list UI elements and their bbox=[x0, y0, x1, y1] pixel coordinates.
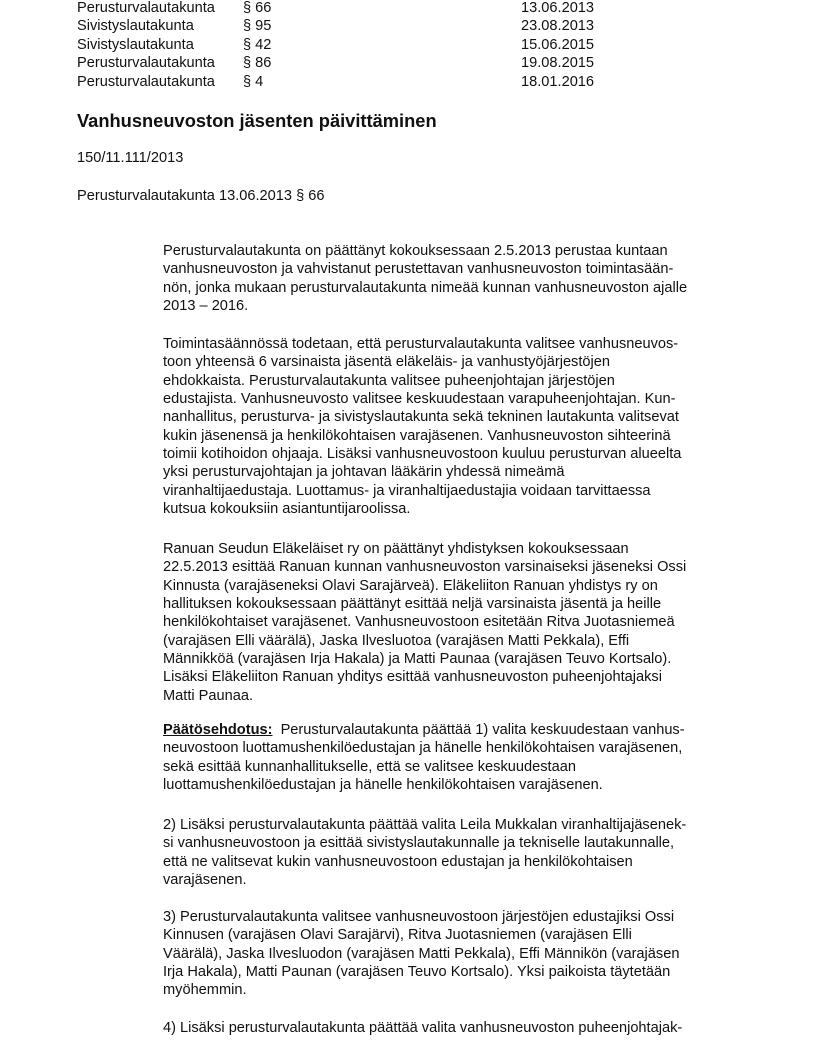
table-row bbox=[0, 17, 816, 35]
table-row bbox=[0, 0, 816, 17]
section-title: Vanhusneuvoston jäsenten päivittäminen bbox=[77, 110, 437, 131]
board: Perusturvalautakunta bbox=[77, 73, 215, 90]
text-line: yksi perusturvajohtajan ja johtavan lääkärin yhdessä nimeämä bbox=[163, 464, 565, 481]
text-line: ehdokkaista. Perusturvalautakunta valitsee puheenjohtajan järjestöjen bbox=[163, 372, 615, 389]
text-line: vanhusneuvoston ja vahvistanut perustettavan vanhusneuvoston toimintasään- bbox=[163, 261, 674, 278]
text-line: myöhemmin. bbox=[163, 982, 247, 999]
text-line: nön, jonka mukaan perusturvalautakunta nimeää kunnan vanhusneuvoston ajalle bbox=[163, 279, 688, 296]
text-line: toimii kotihoidon ohjaaja. Lisäksi vanhusneuvostoon kuuluu perusturvan alueelta bbox=[163, 446, 682, 463]
text-line: kutsua kokouksiin asiantuntijaroolissa. bbox=[163, 501, 411, 518]
board: Perusturvalautakunta bbox=[77, 55, 215, 71]
record-id: 150/11.111/2013 bbox=[77, 150, 184, 166]
board: Sivistyslautakunta bbox=[77, 18, 194, 34]
board: Perusturvalautakunta bbox=[77, 0, 215, 16]
proposal-label: Päätösehdotus: bbox=[163, 722, 273, 738]
section: § 66 bbox=[243, 0, 272, 16]
date: 15.06.2015 bbox=[521, 36, 595, 53]
text-line: Lisäksi Eläkeliiton Ranuan yhditys esittää vanhusneuvoston puheenjohtajaksi bbox=[163, 669, 662, 686]
text-line: (varajäsen Elli väärälä), Jaska Ilvesluotoa (varajäsen Matti Pekkala), Effi bbox=[163, 632, 630, 649]
text-line: nanhallitus, perusturva- ja sivistyslautakunta sekä tekninen lautakunta valitsevat bbox=[163, 409, 679, 426]
section: § 4 bbox=[243, 73, 264, 90]
decision-item bbox=[163, 908, 763, 1000]
date: 23.08.2013 bbox=[521, 18, 595, 34]
date: 19.08.2015 bbox=[521, 55, 595, 71]
text-line: Ranuan Seudun Eläkeläiset ry on päättänyt yhdistyksen kokouksessaan bbox=[163, 541, 629, 557]
date: 18.01.2016 bbox=[521, 73, 595, 90]
table-row bbox=[0, 54, 816, 72]
text-line: si vanhusneuvostoon ja esittää sivistyslautakunnalle ja tekniselle lautakunnalle, bbox=[163, 835, 675, 852]
paragraph bbox=[163, 540, 763, 705]
section: § 95 bbox=[243, 18, 272, 34]
text-line: edustajista. Vanhusneuvosto valitsee keskuudestaan varapuheenjohtajan. Kun- bbox=[163, 391, 676, 408]
text-line: hallituksen kokouksessaan päättänyt esittää neljä varsinaista jäsentä ja heille bbox=[163, 596, 662, 613]
board: Sivistyslautakunta bbox=[77, 36, 194, 53]
text-line: että ne valitsevat kukin vanhusneuvostoon edustajan ja henkilökohtaisen bbox=[163, 853, 633, 870]
text-line: 2) Lisäksi perusturvalautakunta päättää valita Leila Mukkalan viranhaltijajäsenek- bbox=[163, 817, 687, 833]
section: § 86 bbox=[243, 55, 272, 71]
text-line: Väärälä), Jaska Ilvesluodon (varajäsen Matti Pekkala), Effi Männikön (varajäsen bbox=[163, 945, 680, 962]
paragraph bbox=[163, 242, 763, 315]
proposal-line: luottamushenkilöedustajan ja hänelle henkilökohtaisen varajäsenen. bbox=[163, 777, 603, 794]
meeting-reference: Perusturvalautakunta 13.06.2013 § 66 bbox=[77, 188, 325, 204]
text-line: Kinnusen (varajäsen Olavi Sarajärvi), Ritva Juotasniemen (varajäsen Elli bbox=[163, 927, 632, 944]
decision-proposal bbox=[163, 721, 763, 794]
text-line: henkilökohtaiset varajäsenet. Vanhusneuvostoon esitetään Ritva Juotasniemeä bbox=[163, 614, 675, 631]
decision-item bbox=[163, 1019, 763, 1037]
section: § 42 bbox=[243, 36, 272, 53]
table-row bbox=[0, 73, 816, 91]
text-line: 3) Perusturvalautakunta valitsee vanhusneuvostoon järjestöjen edustajiksi Ossi bbox=[163, 909, 675, 925]
text-line: Toimintasäännössä todetaan, että perusturvalautakunta valitsee vanhusneuvos- bbox=[163, 336, 679, 352]
decision-item bbox=[163, 816, 763, 889]
text-line: Matti Paunaa. bbox=[163, 687, 254, 704]
text-line: Perusturvalautakunta on päättänyt kokouksessaan 2.5.2013 perustaa kuntaan bbox=[163, 243, 668, 259]
text-line: kukin jäsenensä ja henkilökohtaisen varajäsenen. Vanhusneuvoston sihteerinä bbox=[163, 427, 671, 444]
table-row bbox=[0, 36, 816, 54]
text-line: 2013 – 2016. bbox=[163, 298, 249, 315]
paragraph bbox=[163, 335, 763, 518]
proposal-line: sekä esittää kunnanhallitukselle, että se valitsee keskuudestaan bbox=[163, 758, 576, 775]
text-line: varajäsenen. bbox=[163, 872, 247, 889]
text-line: viranhaltijaedustaja. Luottamus- ja viranhaltijaedustajia voidaan tarvittaessa bbox=[163, 482, 651, 499]
text-line: Männikköä (varajäsen Irja Hakala) ja Matti Paunaa (varajäsen Teuvo Kortsalo). bbox=[163, 651, 672, 668]
proposal-text: Perusturvalautakunta päättää 1) valita keskuudestaan vanhus- bbox=[280, 722, 685, 738]
proposal-line: neuvostoon luottamushenkilöedustajan ja hänelle henkilökohtaisen varajäsenen, bbox=[163, 740, 683, 757]
text-line: Kinnusta (varajäseneksi Olavi Sarajärveä). Eläkeliiton Ranuan yhdistys ry on bbox=[163, 577, 658, 594]
text-line: Irja Hakala), Matti Paunan (varajäsen Teuvo Kortsalo). Yksi paikoista täytetään bbox=[163, 964, 671, 981]
text-line: 22.5.2013 esittää Ranuan kunnan vanhusneuvoston varsinaiseksi jäseneksi Ossi bbox=[163, 559, 687, 576]
text-line: 4) Lisäksi perusturvalautakunta päättää valita vanhusneuvoston puheenjohtajak- bbox=[163, 1020, 683, 1036]
text-line: toon yhteensä 6 varsinaista jäsentä eläkeläis- ja vanhustyöjärjestöjen bbox=[163, 354, 610, 371]
date: 13.06.2013 bbox=[521, 0, 595, 16]
